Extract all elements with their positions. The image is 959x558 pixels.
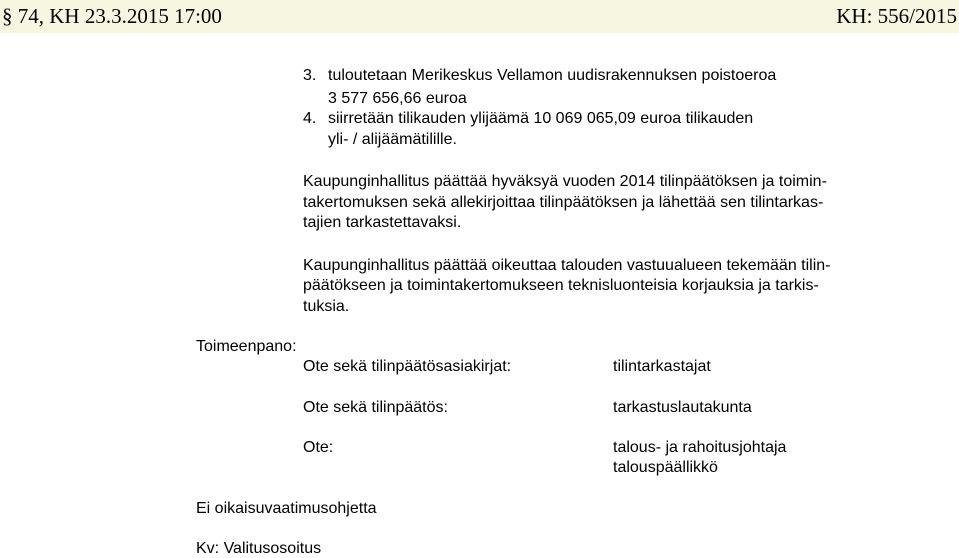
implementation-label: Toimeenpano: [196, 338, 297, 355]
extract-type: Ote sekä tilinpäätösasiakirjat: [303, 358, 512, 375]
list-item-line: tuloutetaan Merikeskus Vellamon uudisrakennuksen poistoeroa [328, 67, 777, 84]
extract-recipient: tilintarkastajat [613, 358, 711, 375]
paragraph-line: tajien tarkastettavaksi. [303, 214, 462, 231]
extract-type: Ote: [303, 439, 334, 456]
list-item-line: 3 577 656,66 euroa [328, 90, 467, 107]
extract-recipient: talous- ja rahoitusjohtaja [613, 439, 787, 456]
list-item-number: 4. [303, 110, 317, 127]
paragraph-line: päätökseen ja toimintakertomukseen teknisluonteisia korjauksia ja tarkis- [303, 277, 819, 294]
appeal-instructions-note: Kv: Valitusosoitus [196, 540, 322, 557]
extract-recipient: talouspäällikkö [613, 459, 718, 476]
extract-type: Ote sekä tilinpäätös: [303, 399, 448, 416]
paragraph-line: Kaupunginhallitus päättää hyväksyä vuoden 2014 tilinpäätöksen ja toimin- [303, 173, 827, 190]
paragraph-line: Kaupunginhallitus päättää oikeuttaa talouden vastuualueen tekemään tilin- [303, 257, 831, 274]
section-reference: § 74, KH 23.3.2015 17:00 [2, 4, 222, 28]
case-number: KH: 556/2015 [836, 4, 957, 28]
appeal-guidance-note: Ei oikaisuvaatimusohjetta [196, 500, 377, 517]
extract-recipient: tarkastuslautakunta [613, 399, 752, 416]
paragraph-line: tuksia. [303, 298, 350, 315]
list-item-line: yli- / alijäämätilille. [328, 131, 457, 148]
paragraph-line: takertomuksen sekä allekirjoittaa tilinpäätöksen ja lähettää sen tilintarkas- [303, 194, 824, 211]
document-header [0, 0, 959, 33]
list-item-line: siirretään tilikauden ylijäämä 10 069 065,09 euroa tilikauden [328, 110, 754, 127]
list-item-number: 3. [303, 67, 317, 84]
